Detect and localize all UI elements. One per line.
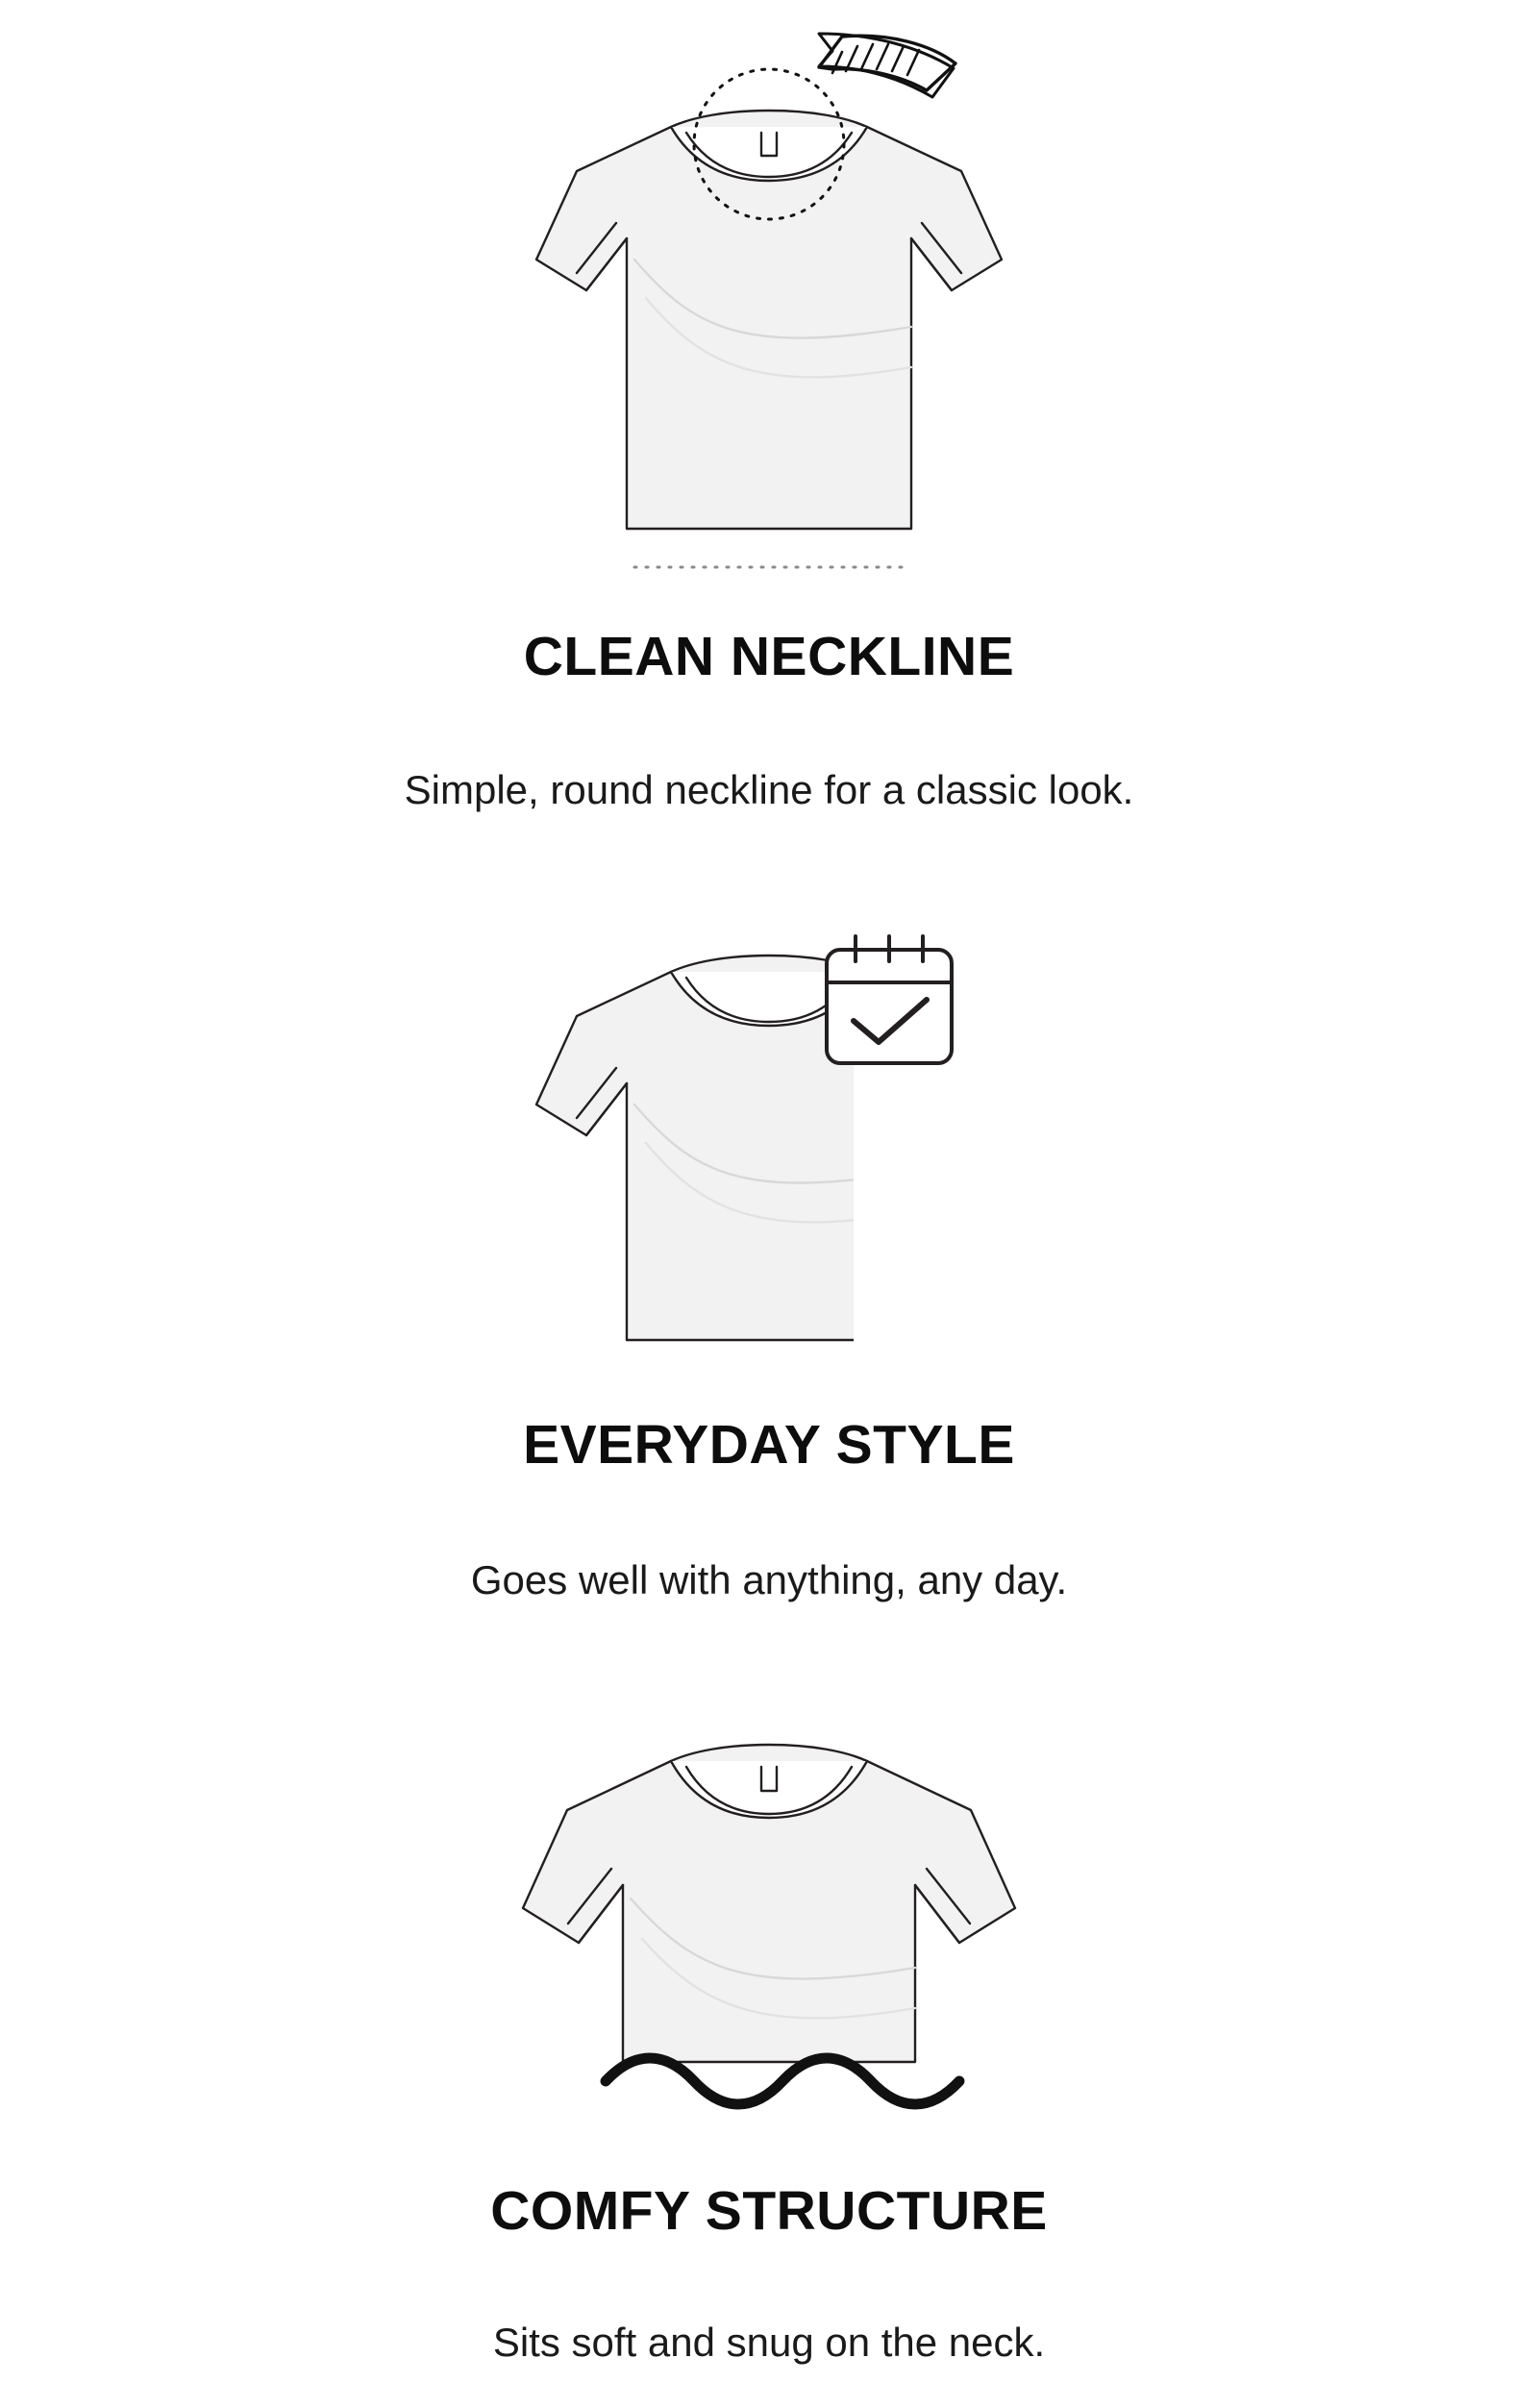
tshirt-icon <box>288 10 1250 586</box>
feature-card-clean-neckline <box>0 10 1538 856</box>
feature-title: CLEAN NECKLINE <box>523 626 1015 687</box>
wavy-line-icon <box>606 2058 959 2104</box>
feature-description: Simple, round neckline for a classic look. <box>404 767 1134 813</box>
everyday-style-illustration <box>288 927 1250 1378</box>
feature-title: EVERYDAY STYLE <box>523 1413 1015 1476</box>
feature-description: Sits soft and snug on the neck. <box>492 2320 1046 2366</box>
feature-card-everyday-style <box>0 927 1538 1646</box>
hatched-arrow-icon <box>819 34 955 97</box>
calendar-check-icon <box>827 936 952 1063</box>
feature-description: Goes well with anything, any day. <box>470 1556 1068 1602</box>
comfy-structure-illustration <box>288 1725 1250 2139</box>
clean-neckline-illustration <box>288 10 1250 586</box>
tshirt-icon <box>288 1725 1250 2139</box>
feature-title: COMFY STRUCTURE <box>490 2180 1048 2243</box>
feature-card-comfy-structure <box>0 1725 1538 2408</box>
tshirt-icon <box>288 927 1250 1378</box>
